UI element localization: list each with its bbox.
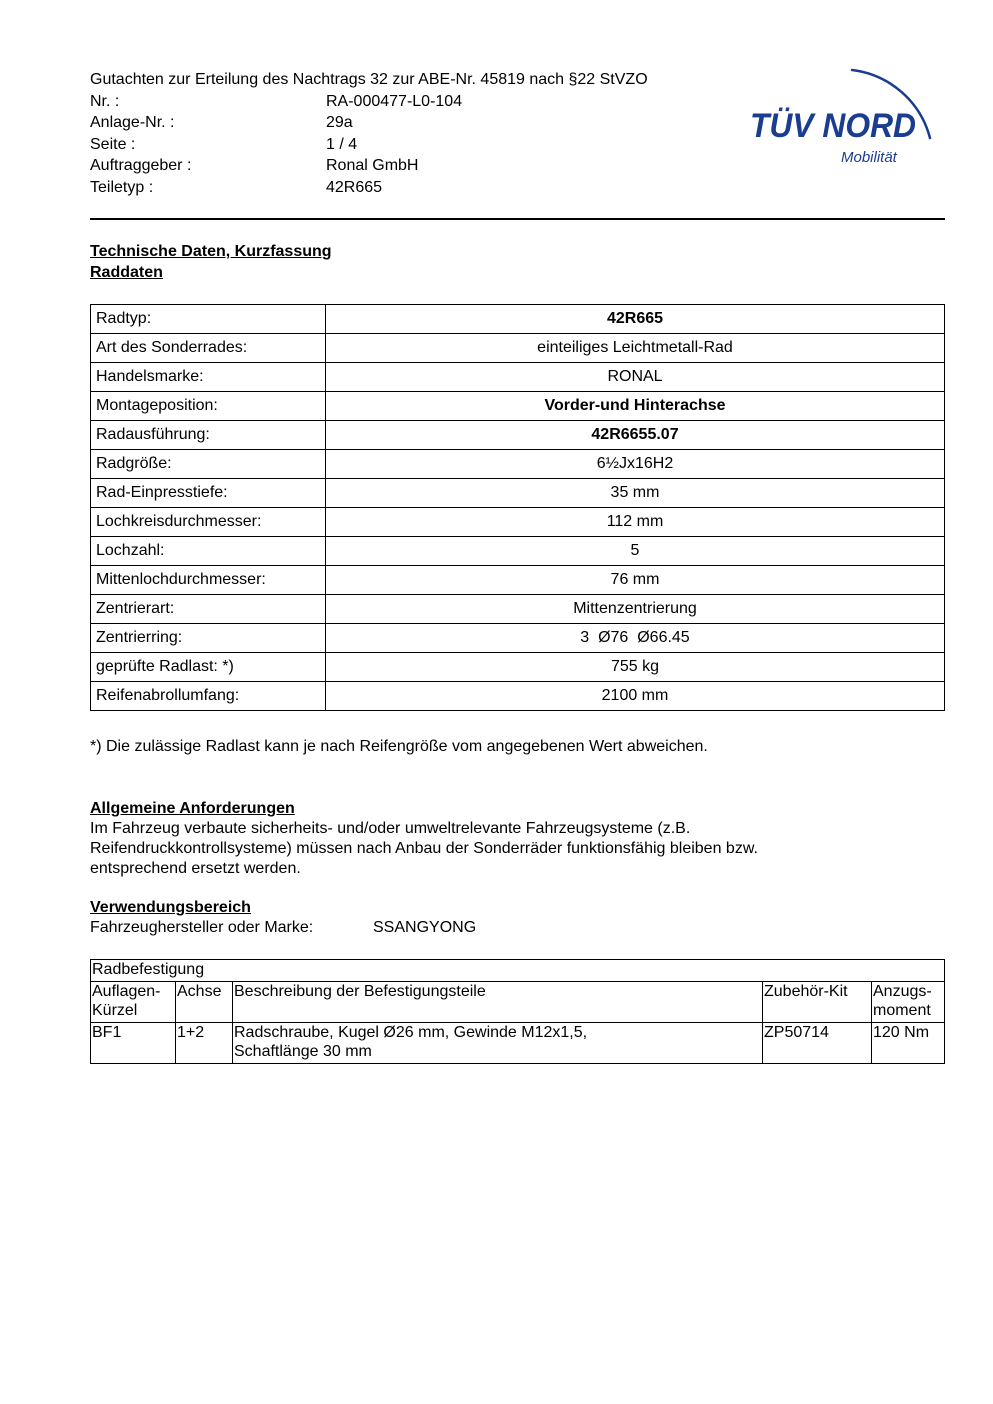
cell-beschreibung (233, 1023, 763, 1064)
cell-line: 120 Nm (873, 1024, 930, 1041)
cell-anzugsmoment (872, 1023, 945, 1064)
section-allgemeine-anforderungen (90, 799, 950, 879)
section-verwendungsbereich (90, 898, 476, 938)
cell-line: 1+2 (177, 1024, 205, 1041)
table-row (91, 653, 945, 682)
table-row (91, 537, 945, 566)
table-row (91, 392, 945, 421)
table-row (91, 1023, 945, 1064)
table-row (91, 566, 945, 595)
cell-kuerzel (91, 1023, 176, 1064)
table-row (91, 363, 945, 392)
document-title: Gutachten zur Erteilung des Nachtrags 32 zur ABE-Nr. 45819 nach §22 StVZO (90, 71, 648, 88)
meta-label: Anlage-Nr. : (90, 114, 175, 131)
table-title-row (91, 960, 945, 982)
row-label: Radgröße: (91, 450, 326, 479)
header-zubehoer-kit (763, 982, 872, 1023)
row-label: Zentrierart: (91, 595, 326, 624)
table-header-row (91, 982, 945, 1023)
meta-value: Ronal GmbH (326, 157, 419, 174)
table-title: Radbefestigung (91, 960, 945, 982)
section-heading: Allgemeine Anforderungen (90, 800, 295, 817)
table-row (91, 421, 945, 450)
row-value: 42R6655.07 (326, 421, 945, 450)
row-label: Mittenlochdurchmesser: (91, 566, 326, 595)
row-value: einteiliges Leichtmetall-Rad (326, 334, 945, 363)
meta-row-seite (90, 134, 730, 156)
table-row (91, 624, 945, 653)
header-line: moment (873, 1002, 931, 1019)
row-value: 76 mm (326, 566, 945, 595)
meta-label: Nr. : (90, 92, 120, 110)
meta-row-nr (90, 91, 730, 113)
row-value: 3 Ø76 Ø66.45 (326, 624, 945, 653)
meta-label: Teiletyp : (90, 178, 154, 196)
header-line: Zubehör-Kit (764, 983, 848, 1000)
header-anzugsmoment (872, 982, 945, 1023)
row-value: 755 kg (326, 653, 945, 682)
header-line: Anzugs- (873, 983, 932, 1000)
cell-achse (176, 1023, 233, 1064)
section-technische-daten (90, 241, 332, 283)
row-label: Lochzahl: (91, 537, 326, 566)
table-row (91, 305, 945, 334)
table-row (91, 479, 945, 508)
table-row (91, 450, 945, 479)
row-label: Montageposition: (91, 392, 326, 421)
radlast-footnote: *) Die zulässige Radlast kann je nach Reifengröße vom angegebenen Wert abweichen. (90, 738, 708, 755)
section-subheading: Raddaten (90, 264, 163, 281)
header-line: Kürzel (92, 1002, 138, 1019)
paragraph-line: Reifendruckkontrollsysteme) müssen nach Anbau der Sonderräder funktionsfähig bleiben bzw. (90, 840, 758, 857)
row-label: Handelsmarke: (91, 363, 326, 392)
header-line: Achse (177, 983, 222, 1000)
cell-line: ZP50714 (764, 1024, 829, 1041)
meta-row-anlage (90, 112, 730, 134)
tuv-nord-logo (748, 46, 948, 171)
section-heading: Verwendungsbereich (90, 899, 251, 916)
document-header (90, 69, 730, 198)
row-value: 35 mm (326, 479, 945, 508)
table-row (91, 682, 945, 711)
table-row (91, 508, 945, 537)
paragraph-line: entsprechend ersetzt werden. (90, 860, 301, 877)
meta-value: 42R665 (326, 178, 383, 196)
table-row (91, 334, 945, 363)
row-value: 5 (326, 537, 945, 566)
row-label: Rad-Einpresstiefe: (91, 479, 326, 508)
meta-value: 1 / 4 (326, 135, 358, 153)
row-label: Radtyp: (91, 305, 326, 334)
manufacturer-value: SSANGYONG (373, 919, 477, 936)
cell-line: BF1 (92, 1024, 122, 1041)
meta-label: Auftraggeber : (90, 157, 192, 174)
row-value: 2100 mm (326, 682, 945, 711)
manufacturer-row (90, 918, 476, 938)
paragraph-line: Im Fahrzeug verbaute sicherheits- und/oder umweltrelevante Fahrzeugsysteme (z.B. (90, 820, 691, 837)
row-label: Reifenabrollumfang: (91, 682, 326, 711)
row-label: Zentrierring: (91, 624, 326, 653)
meta-row-teiletyp (90, 177, 730, 199)
cell-line: Radschraube, Kugel Ø26 mm, Gewinde M12x1,5, (234, 1024, 588, 1041)
logo-subtitle: Mobilität (841, 149, 897, 166)
radbefestigung-table (90, 959, 945, 1064)
row-label: Radausführung: (91, 421, 326, 450)
logo-brand: TÜV NORD (750, 107, 916, 145)
row-label: geprüfte Radlast: *) (91, 653, 326, 682)
header-line: Beschreibung der Befestigungsteile (234, 983, 486, 1000)
header-divider (90, 218, 945, 220)
cell-line: Schaftlänge 30 mm (234, 1043, 372, 1060)
row-value: 112 mm (326, 508, 945, 537)
raddaten-table (90, 304, 945, 711)
row-value: 6½Jx16H2 (326, 450, 945, 479)
header-line: Auflagen- (92, 983, 161, 1000)
row-value: Mittenzentrierung (326, 595, 945, 624)
row-label: Art des Sonderrades: (91, 334, 326, 363)
section-heading: Technische Daten, Kurzfassung (90, 243, 332, 260)
table-row (91, 595, 945, 624)
meta-label: Seite : (90, 135, 136, 153)
meta-value: 29a (326, 114, 353, 131)
meta-row-auftraggeber (90, 155, 730, 177)
header-beschreibung (233, 982, 763, 1023)
row-value: 42R665 (326, 305, 945, 334)
cell-zubehoer-kit (763, 1023, 872, 1064)
row-value: Vorder-und Hinterachse (326, 392, 945, 421)
row-value: RONAL (326, 363, 945, 392)
header-achse (176, 982, 233, 1023)
meta-value: RA-000477-L0-104 (326, 92, 463, 110)
row-label: Lochkreisdurchmesser: (91, 508, 326, 537)
header-auflagen-kuerzel (91, 982, 176, 1023)
manufacturer-label: Fahrzeughersteller oder Marke: (90, 919, 314, 936)
